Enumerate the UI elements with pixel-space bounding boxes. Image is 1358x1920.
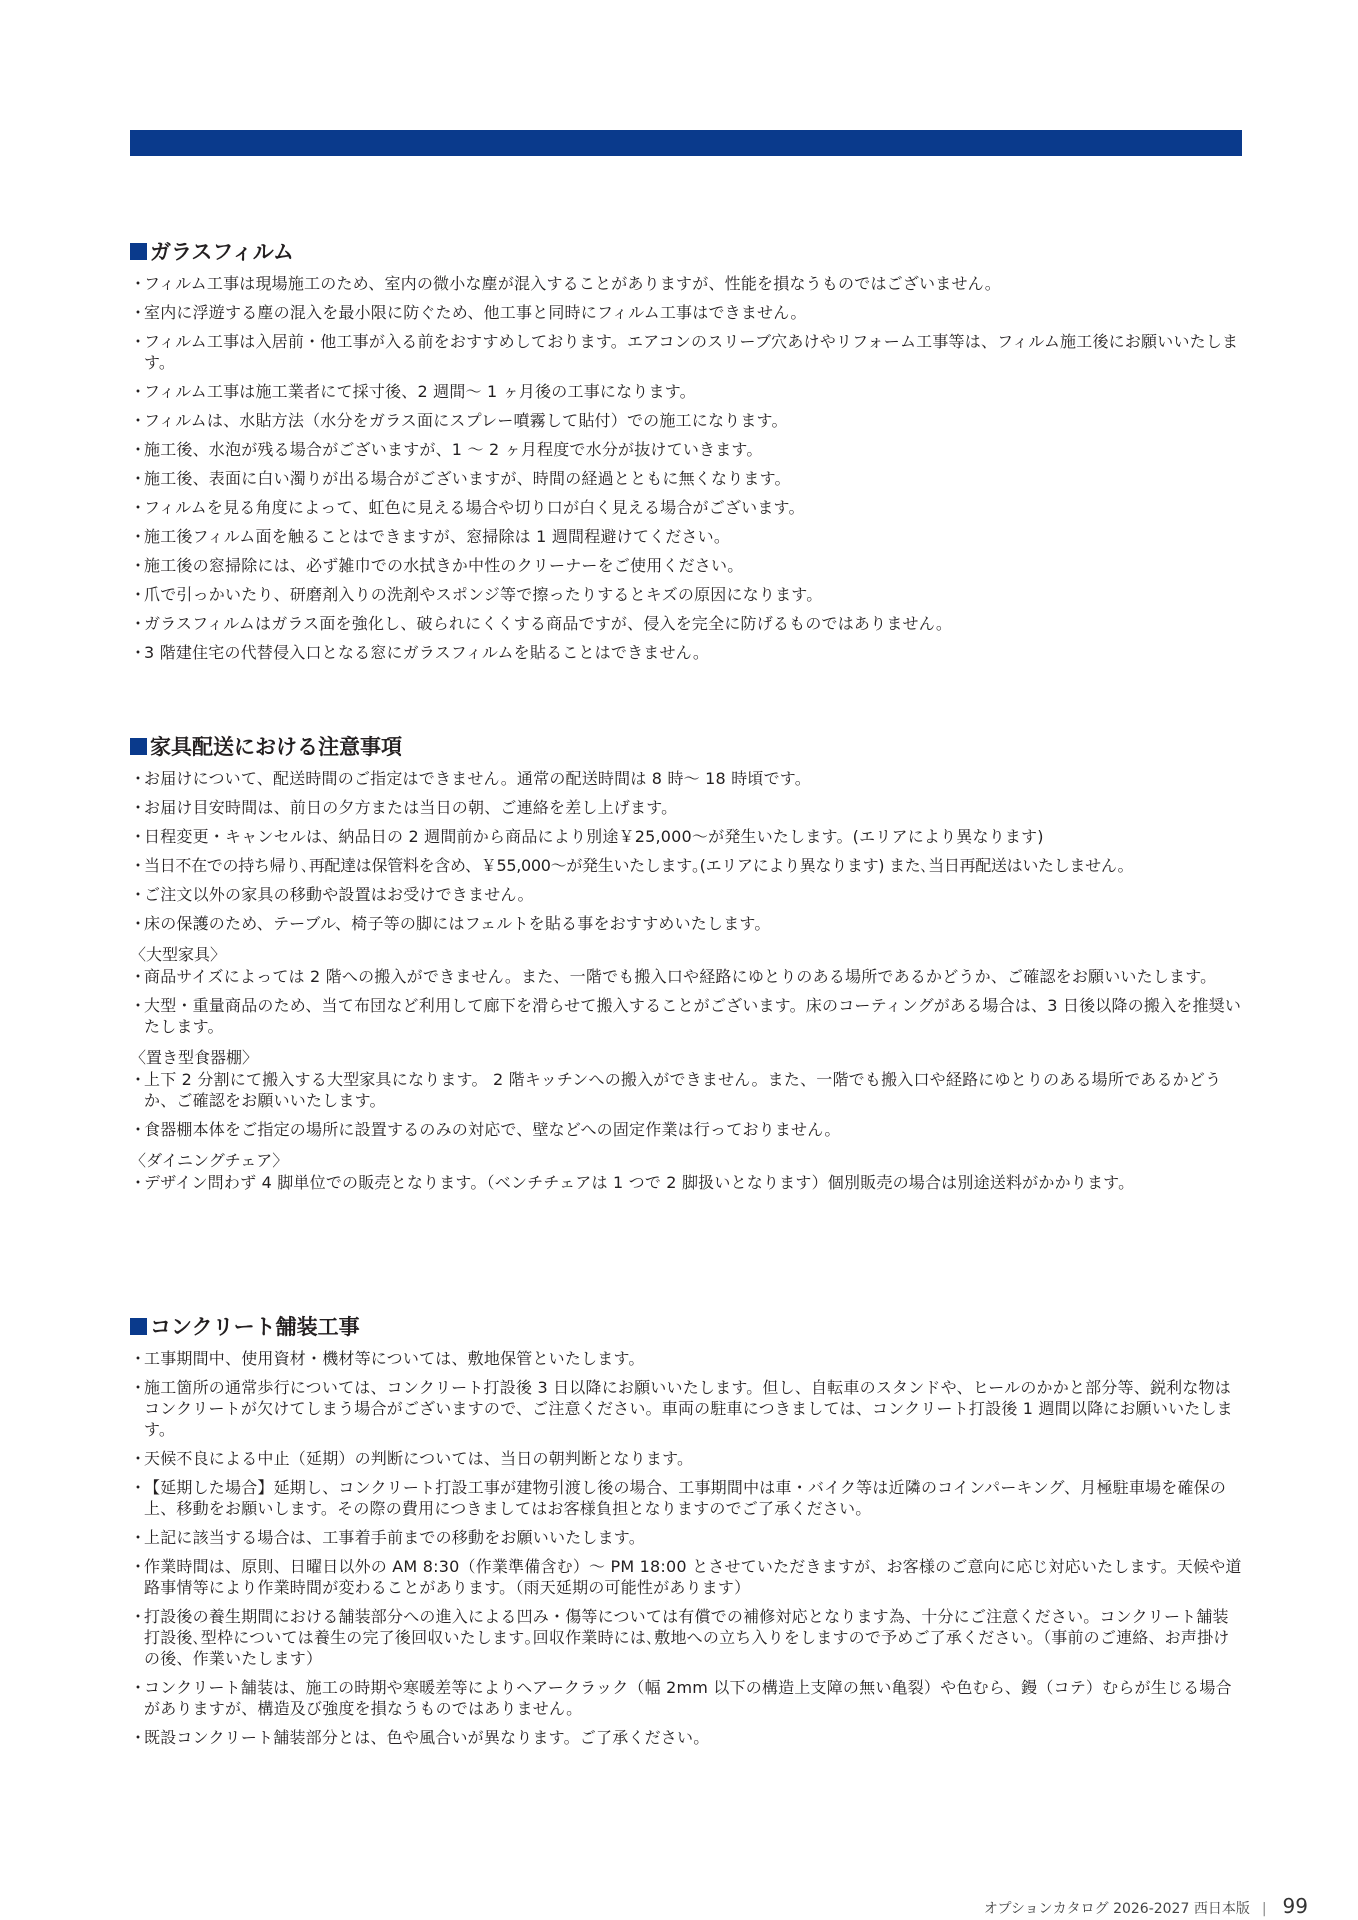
- catalog-title: オプションカタログ 2026-2027 西日本版: [983, 1901, 1250, 1917]
- list-item: [130, 768, 1244, 789]
- list-item: [130, 1606, 1244, 1669]
- list-item-text: 上下 2 分割にて搬入する大型家具になります。 2 階キッチンへの搬入ができません。また、一階でも搬入口や経路にゆとりのある場所であるかどうか、ご確認をお願いいたします。: [144, 1070, 1222, 1110]
- bullet-dot-icon: ・: [130, 1607, 147, 1626]
- bullet-list: [130, 768, 1244, 934]
- subheading-large-furniture: 〈大型家具〉: [130, 945, 227, 964]
- bullet-dot-icon: ・: [130, 556, 147, 575]
- subheading-dining-chair: 〈ダイニングチェア〉: [130, 1151, 289, 1170]
- list-item-text: 日程変更・キャンセルは、納品日の 2 週間前から商品により別途￥25,000〜が発生いたします。(エリアにより異なります): [144, 827, 1044, 846]
- list-item: [130, 584, 1244, 605]
- bullet-dot-icon: ・: [130, 1557, 147, 1576]
- list-item-text: 【延期した場合】延期し、コンクリート打設工事が建物引渡し後の場合、工事期間中は車・バイク等は近隣のコインパーキング、月極駐車場を確保の上、移動をお願いします。その際の費用につきましてはお客様負担となりますのでご了承ください。: [144, 1478, 1227, 1518]
- section-title-text: 家具配送における注意事項: [150, 735, 402, 759]
- bullet-list: [130, 273, 1244, 663]
- bullet-dot-icon: ・: [130, 885, 147, 904]
- bullet-dot-icon: ・: [130, 856, 146, 875]
- bullet-dot-icon: ・: [130, 332, 147, 351]
- bullet-dot-icon: ・: [130, 1173, 147, 1192]
- bullet-dot-icon: ・: [130, 614, 147, 633]
- section-title: [130, 237, 1244, 265]
- header-bar: [130, 130, 1242, 156]
- page-number: 99: [1282, 1894, 1308, 1918]
- bullet-dot-icon: ・: [130, 1378, 147, 1397]
- list-item-text: フィルムを見る角度によって、虹色に見える場合や切り口が白く見える場合がございます。: [144, 498, 805, 517]
- list-item-text: お届け目安時間は、前日の夕方または当日の朝、ご連絡を差し上げます。: [144, 798, 678, 817]
- list-item: [130, 1677, 1244, 1719]
- list-item-text: 工事期間中、使用資材・機材等については、敷地保管といたします。: [144, 1349, 645, 1368]
- section-title: [130, 1312, 1244, 1340]
- list-item: [130, 1377, 1244, 1440]
- list-item: [130, 1348, 1244, 1369]
- bullet-dot-icon: ・: [130, 643, 147, 662]
- list-item-text: 大型・重量商品のため、当て布団など利用して廊下を滑らせて搬入することがございます。床のコーティングがある場合は、3 日後以降の搬入を推奨いたします。: [144, 996, 1242, 1036]
- list-item-text: 天候不良による中止（延期）の判断については、当日の朝判断となります。: [144, 1449, 694, 1468]
- bullet-dot-icon: ・: [130, 1728, 147, 1747]
- list-item-text: 3 階建住宅の代替侵入口となる窓にガラスフィルムを貼ることはできません。: [144, 643, 710, 662]
- bullet-dot-icon: ・: [130, 1528, 147, 1547]
- list-item-text: 床の保護のため、テーブル、椅子等の脚にはフェルトを貼る事をおすすめいたします。: [144, 914, 771, 933]
- list-item: [130, 331, 1244, 373]
- bullet-dot-icon: ・: [130, 914, 147, 933]
- list-item-text: フィルム工事は現場施工のため、室内の微小な塵が混入することがありますが、性能を損なうものではございません。: [144, 274, 1002, 293]
- list-item-text: 既設コンクリート舗装部分とは、色や風合いが異なります。ご了承ください。: [144, 1728, 710, 1747]
- bullet-dot-icon: ・: [130, 827, 147, 846]
- list-item: [130, 642, 1244, 663]
- list-item: [130, 1727, 1244, 1748]
- list-item: [130, 913, 1244, 934]
- footer-separator: |: [1261, 1901, 1267, 1917]
- list-item: [130, 1172, 1244, 1193]
- section-title-text: ガラスフィルム: [150, 240, 294, 264]
- list-item-text: 施工後、水泡が残る場合がございますが、1 〜 2 ヶ月程度で水分が抜けていきます。: [144, 440, 763, 459]
- list-item-text: 室内に浮遊する塵の混入を最小限に防ぐため、他工事と同時にフィルム工事はできません。: [144, 303, 807, 322]
- list-item-text: 爪で引っかいたり、研磨剤入りの洗剤やスポンジ等で擦ったりするとキズの原因になります。: [144, 585, 823, 604]
- list-item-text: 打設後の養生期間における舗装部分への進入による凹み・傷等については有償での補修対応となります為、十分にご注意ください。コンクリート舗装打設後､型枠については養生の完了後回収いたします｡回収作業時には､敷地への立ち入りをしますので予めご了承ください。（事前のご連絡、お声掛けの後、作業いたします）: [144, 1607, 1230, 1668]
- bullet-dot-icon: ・: [130, 585, 147, 604]
- list-item: [130, 1119, 1244, 1140]
- bullet-dot-icon: ・: [130, 967, 147, 986]
- list-item-text: 施工後フィルム面を触ることはできますが、窓掃除は 1 週間程避けてください。: [144, 527, 731, 546]
- list-item: [130, 966, 1244, 987]
- bullet-dot-icon: ・: [130, 303, 147, 322]
- square-bullet-icon: [130, 738, 147, 755]
- list-item-text: 施工後、表面に白い濁りが出る場合がございますが、時間の経過とともに無くなります。: [144, 469, 791, 488]
- bullet-dot-icon: ・: [130, 527, 147, 546]
- bullet-dot-icon: ・: [130, 798, 147, 817]
- list-item: [130, 1527, 1244, 1548]
- list-item-text: 当日不在での持ち帰り､再配達は保管料を含め、￥55,000〜が発生いたします｡(エリアにより異なります) また､当日再配送はいたしません。: [144, 856, 1134, 875]
- bullet-dot-icon: ・: [130, 1349, 147, 1368]
- list-item: [130, 410, 1244, 431]
- bullet-dot-icon: ・: [130, 382, 147, 401]
- list-item: [130, 995, 1244, 1037]
- list-item: [130, 497, 1244, 518]
- bullet-dot-icon: ・: [130, 274, 147, 293]
- bullet-list: [130, 1348, 1244, 1748]
- list-item-text: コンクリート舗装は、施工の時期や寒暖差等によりヘアークラック（幅 2mm 以下の構造上支障の無い亀裂）や色むら、鏝（コテ）むらが生じる場合がありますが、構造及び強度を損なうものではありません。: [144, 1678, 1232, 1718]
- list-item-text: デザイン問わず 4 脚単位での販売となります。（ベンチチェアは 1 つで 2 脚扱いとなります）個別販売の場合は別途送料がかかります。: [144, 1173, 1135, 1192]
- section-concrete-paving: [130, 1312, 1244, 1756]
- list-item: [130, 613, 1244, 634]
- list-item: [130, 439, 1244, 460]
- list-item: [130, 526, 1244, 547]
- bullet-list: [130, 966, 1244, 1037]
- list-item: [130, 381, 1244, 402]
- list-item-text: フィルム工事は入居前・他工事が入る前をおすすめしております。エアコンのスリーブ穴あけやリフォーム工事等は、フィルム施工後にお願いいたします。: [144, 332, 1239, 372]
- list-item-text: 上記に該当する場合は、工事着手前までの移動をお願いいたします。: [144, 1528, 645, 1547]
- section-furniture-delivery: [130, 732, 1244, 1201]
- bullet-dot-icon: ・: [130, 1478, 147, 1497]
- subheading-cupboard: 〈置き型食器棚〉: [130, 1048, 259, 1067]
- square-bullet-icon: [130, 1318, 147, 1335]
- list-item: [130, 1556, 1244, 1598]
- list-item: [130, 555, 1244, 576]
- bullet-dot-icon: ・: [130, 1070, 147, 1089]
- bullet-dot-icon: ・: [130, 996, 147, 1015]
- bullet-list: [130, 1069, 1244, 1140]
- list-item: [130, 302, 1244, 323]
- list-item-text: 施工箇所の通常歩行については、コンクリート打設後 3 日以降にお願いいたします。但し、自転車のスタンドや、ヒールのかかと部分等、鋭利な物はコンクリートが欠けてしまう場合がございますので、ご注意ください。車両の駐車につきましては、コンクリート打設後 1 週間以降にお願いいたします。: [144, 1378, 1233, 1439]
- bullet-dot-icon: ・: [130, 498, 147, 517]
- section-glass-film: [130, 237, 1244, 671]
- bullet-list: [130, 1172, 1244, 1193]
- list-item: [130, 797, 1244, 818]
- list-item: [130, 1069, 1244, 1111]
- list-item-text: フィルム工事は施工業者にて採寸後、2 週間〜 1 ヶ月後の工事になります。: [144, 382, 696, 401]
- list-item-text: ご注文以外の家具の移動や設置はお受けできません。: [144, 885, 534, 904]
- bullet-dot-icon: ・: [130, 1678, 147, 1697]
- bullet-dot-icon: ・: [130, 769, 147, 788]
- list-item-text: 食器棚本体をご指定の場所に設置するのみの対応で、壁などへの固定作業は行っておりません。: [144, 1120, 841, 1139]
- list-item-text: 作業時間は、原則、日曜日以外の AM 8:30（作業準備含む）〜 PM 18:00 とさせていただきますが、お客様のご意向に応じ対応いたします。天候や道路事情等により作業時間が変わることがあります。（雨天延期の可能性があります）: [144, 1557, 1242, 1597]
- list-item: [130, 826, 1244, 847]
- list-item: [130, 273, 1244, 294]
- section-title-text: コンクリート舗装工事: [150, 1315, 360, 1339]
- list-item: [130, 884, 1244, 905]
- list-item: [130, 1448, 1244, 1469]
- page-footer: [984, 1894, 1308, 1918]
- list-item: [130, 1477, 1244, 1519]
- bullet-dot-icon: ・: [130, 1120, 147, 1139]
- bullet-dot-icon: ・: [130, 469, 147, 488]
- bullet-dot-icon: ・: [130, 411, 147, 430]
- list-item-text: ガラスフィルムはガラス面を強化し、破られにくくする商品ですが、侵入を完全に防げるものではありません。: [144, 614, 953, 633]
- list-item-text: フィルムは、水貼方法（水分をガラス面にスプレー噴霧して貼付）での施工になります。: [144, 411, 788, 430]
- list-item: [130, 855, 1244, 876]
- bullet-dot-icon: ・: [130, 1449, 147, 1468]
- list-item: [130, 468, 1244, 489]
- section-title: [130, 732, 1244, 760]
- square-bullet-icon: [130, 243, 147, 260]
- list-item-text: 施工後の窓掃除には、必ず雑巾での水拭きか中性のクリーナーをご使用ください。: [144, 556, 744, 575]
- list-item-text: 商品サイズによっては 2 階への搬入ができません。また、一階でも搬入口や経路にゆとりのある場所であるかどうか、ご確認をお願いいたします。: [144, 967, 1217, 986]
- list-item-text: お届けについて、配送時間のご指定はできません。通常の配送時間は 8 時〜 18 時頃です。: [144, 769, 811, 788]
- bullet-dot-icon: ・: [130, 440, 147, 459]
